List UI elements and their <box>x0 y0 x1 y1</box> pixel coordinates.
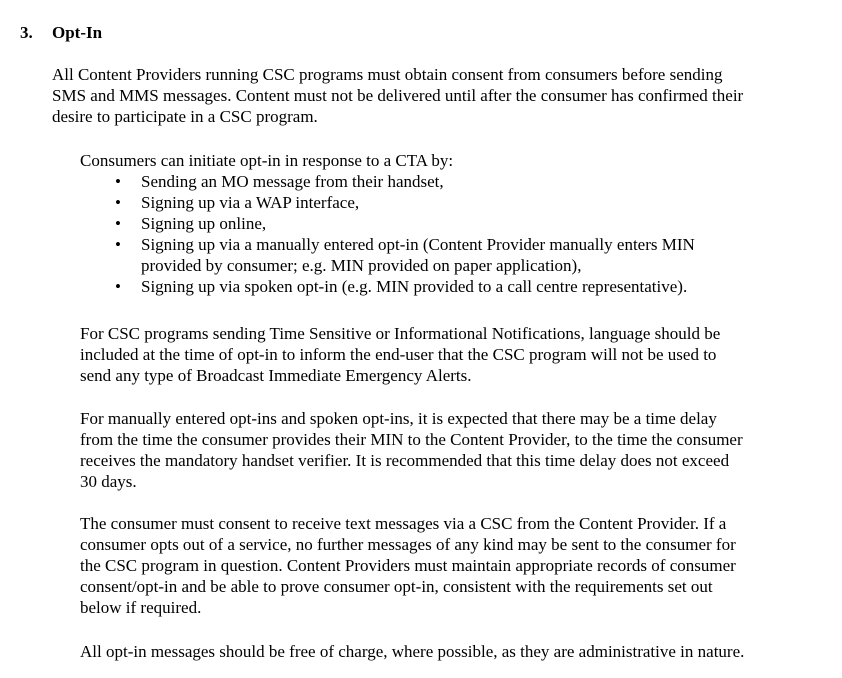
list-item <box>80 276 820 297</box>
paragraph-consent-requirement <box>52 64 812 127</box>
list-item <box>80 171 820 192</box>
bullet-icon: • <box>115 214 121 233</box>
text-line: consumer opts out of a service, no further messages of any kind may be sent to the consumer for <box>80 535 736 554</box>
list-item-text: Signing up online, <box>141 214 267 233</box>
bullet-icon: • <box>115 235 121 254</box>
text-line: send any type of Broadcast Immediate Emergency Alerts. <box>80 366 472 385</box>
bullet-icon: • <box>115 277 121 296</box>
paragraph-consent-records <box>80 513 820 618</box>
bullet-icon: • <box>115 172 121 191</box>
text-line: All Content Providers running CSC programs must obtain consent from consumers before sending <box>52 65 723 84</box>
list-item-text: Signing up via spoken opt-in (e.g. MIN provided to a call centre representative). <box>141 277 688 296</box>
list-item <box>80 192 820 213</box>
text-line: the CSC program in question. Content Providers must maintain appropriate records of consumer <box>80 556 736 575</box>
text-line: desire to participate in a CSC program. <box>52 107 318 126</box>
list-item <box>80 213 820 234</box>
text-line: For CSC programs sending Time Sensitive or Informational Notifications, language should be <box>80 324 721 343</box>
paragraph-free-of-charge <box>80 641 820 662</box>
list-item <box>80 234 820 276</box>
section-title: Opt-In <box>52 23 103 42</box>
text-line: For manually entered opt-ins and spoken opt-ins, it is expected that there may be a time delay <box>80 409 717 428</box>
text-line: SMS and MMS messages. Content must not be delivered until after the consumer has confirmed their <box>52 86 744 105</box>
list-item-text: Sending an MO message from their handset, <box>141 172 444 191</box>
paragraph-time-delay <box>80 408 820 492</box>
opt-in-methods-intro: Consumers can initiate opt-in in response to a CTA by: <box>80 151 454 170</box>
opt-in-methods-list <box>80 171 820 297</box>
text-line: consent/opt-in and be able to prove consumer opt-in, consistent with the requirements set out <box>80 577 713 596</box>
text-line: below if required. <box>80 598 202 617</box>
list-item-text: Signing up via a WAP interface, <box>141 193 360 212</box>
text-line: receives the mandatory handset verifier. It is recommended that this time delay does not exceed <box>80 451 730 470</box>
text-line: from the time the consumer provides their MIN to the Content Provider, to the time the consumer <box>80 430 743 449</box>
bullet-icon: • <box>115 193 121 212</box>
list-item-text: Signing up via a manually entered opt-in (Content Provider manually enters MIN <box>141 235 695 254</box>
text-line: The consumer must consent to receive text messages via a CSC from the Content Provider. If a <box>80 514 727 533</box>
text-line: included at the time of opt-in to inform the end-user that the CSC program will not be used to <box>80 345 717 364</box>
text-line: All opt-in messages should be free of charge, where possible, as they are administrative in nature. <box>80 642 745 661</box>
list-item-text: provided by consumer; e.g. MIN provided on paper application), <box>141 256 582 275</box>
section-heading <box>20 22 102 43</box>
text-line: 30 days. <box>80 472 137 491</box>
section-number: 3. <box>20 23 33 42</box>
paragraph-notifications <box>80 323 820 386</box>
